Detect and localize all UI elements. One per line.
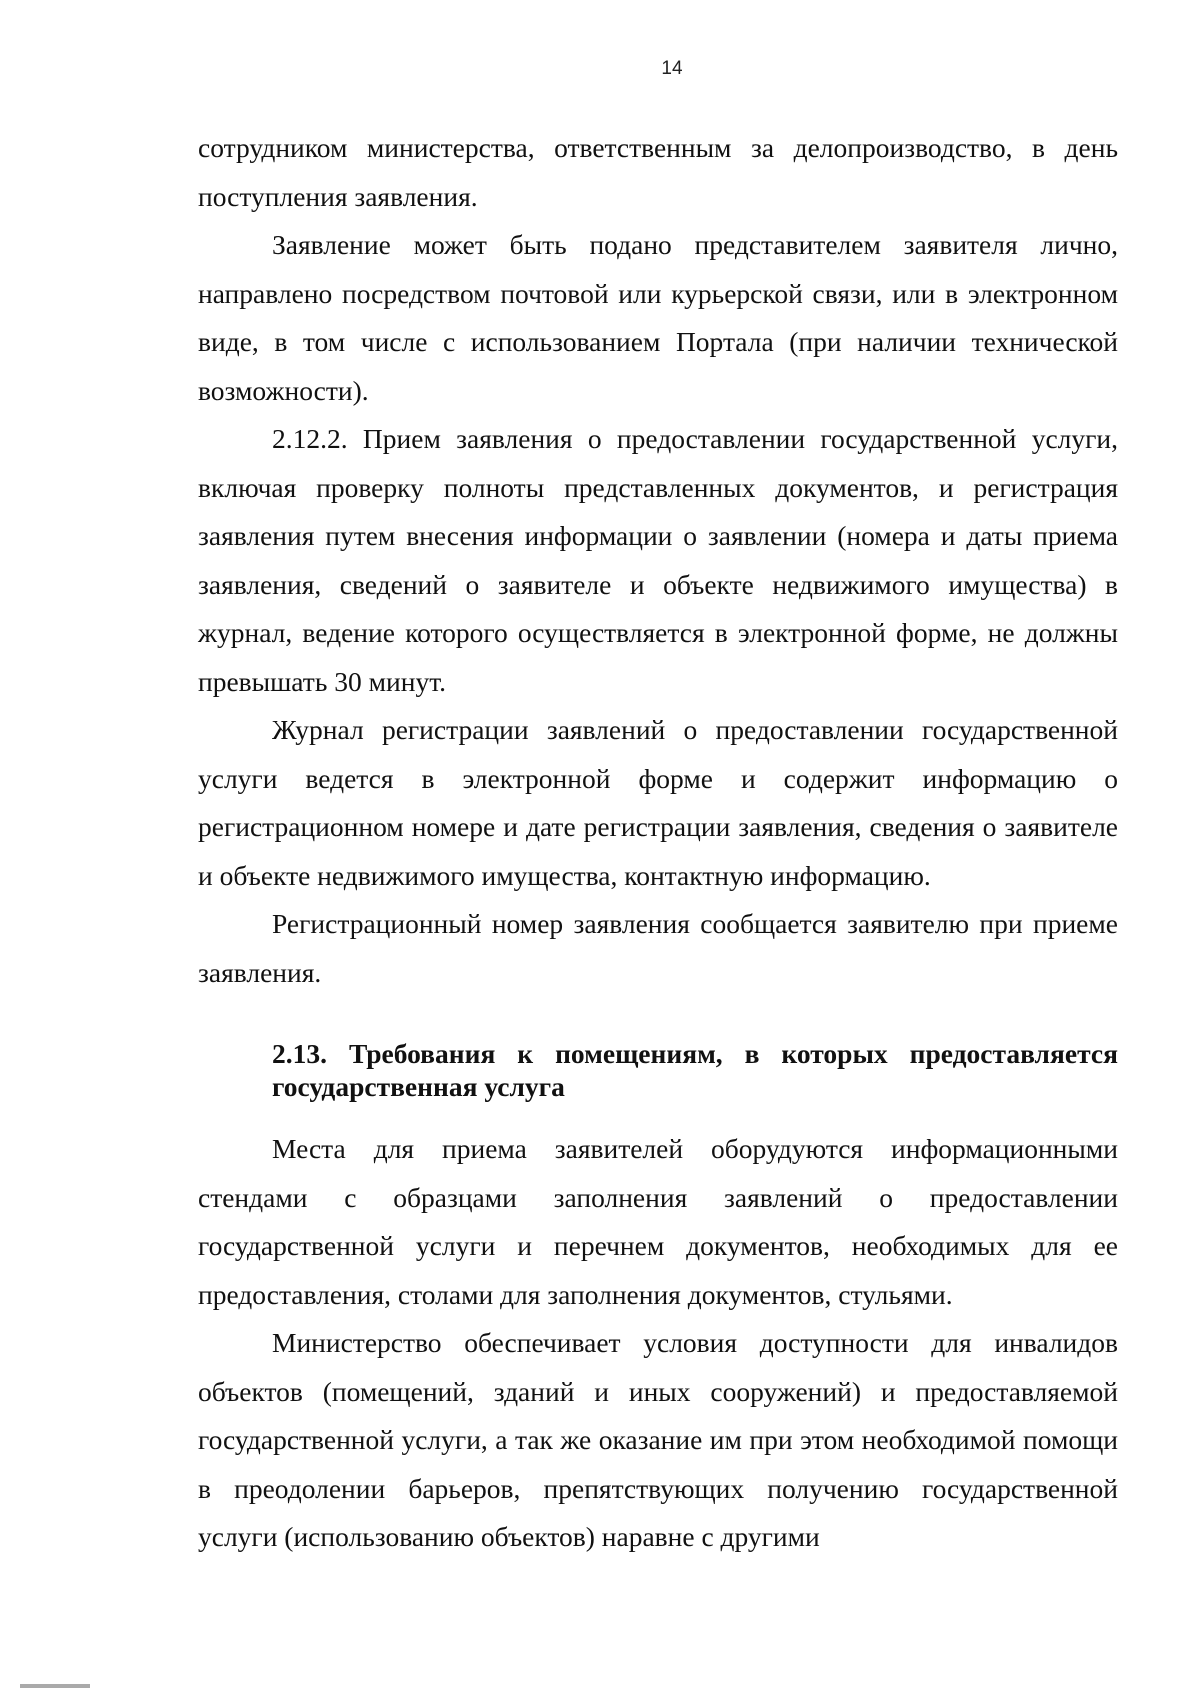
paragraph-registration-journal: Журнал регистрации заявлений о предоставлении государственной услуги ведется в электронной форме и содержит информацию о регистрационном номере и дате регистрации заявления, сведения о заявителе и объекте недвижимого имущества, контактную информацию. <box>198 714 1118 891</box>
section-heading-2-13: 2.13. Требования к помещениям, в которых предоставляется государственная услуга <box>272 1038 1118 1102</box>
paragraph-submission-methods: Заявление может быть подано представителем заявителя лично, направлено посредством почтовой или курьерской связи, или в электронном виде, в том числе с использованием Портала (при наличии технической возможности). <box>198 229 1118 406</box>
paragraph-registration-number: Регистрационный номер заявления сообщается заявителю при приеме заявления. <box>198 908 1118 988</box>
paragraph-continued: сотрудником министерства, ответственным за делопроизводство, в день поступления заявления. <box>198 132 1118 212</box>
paragraph-reception-places: Места для приема заявителей оборудуются информационными стендами с образцами заполнения заявлений о предоставлении государственной услуги и перечнем документов, необходимых для ее предоставления, столами для заполнения документов, стульями. <box>198 1133 1118 1310</box>
document-body <box>198 124 1118 1562</box>
page-number: 14 <box>661 58 683 79</box>
scan-artifact <box>20 1684 90 1688</box>
paragraph-accessibility: Министерство обеспечивает условия доступности для инвалидов объектов (помещений, зданий и иных сооружений) и предоставляемой государственной услуги, а так же оказание им при этом необходимой помощи в преодолении барьеров, препятствующих получению государственной услуги (использованию объектов) наравне с другими <box>198 1327 1118 1552</box>
paragraph-2-12-2: 2.12.2. Прием заявления о предоставлении государственной услуги, включая проверку полноты представленных документов, и регистрация заявления путем внесения информации о заявлении (номера и даты приема заявления, сведений о заявителе и объекте недвижимого имущества) в журнал, ведение которого осуществляется в электронной форме, не должны превышать 30 минут. <box>198 423 1118 697</box>
